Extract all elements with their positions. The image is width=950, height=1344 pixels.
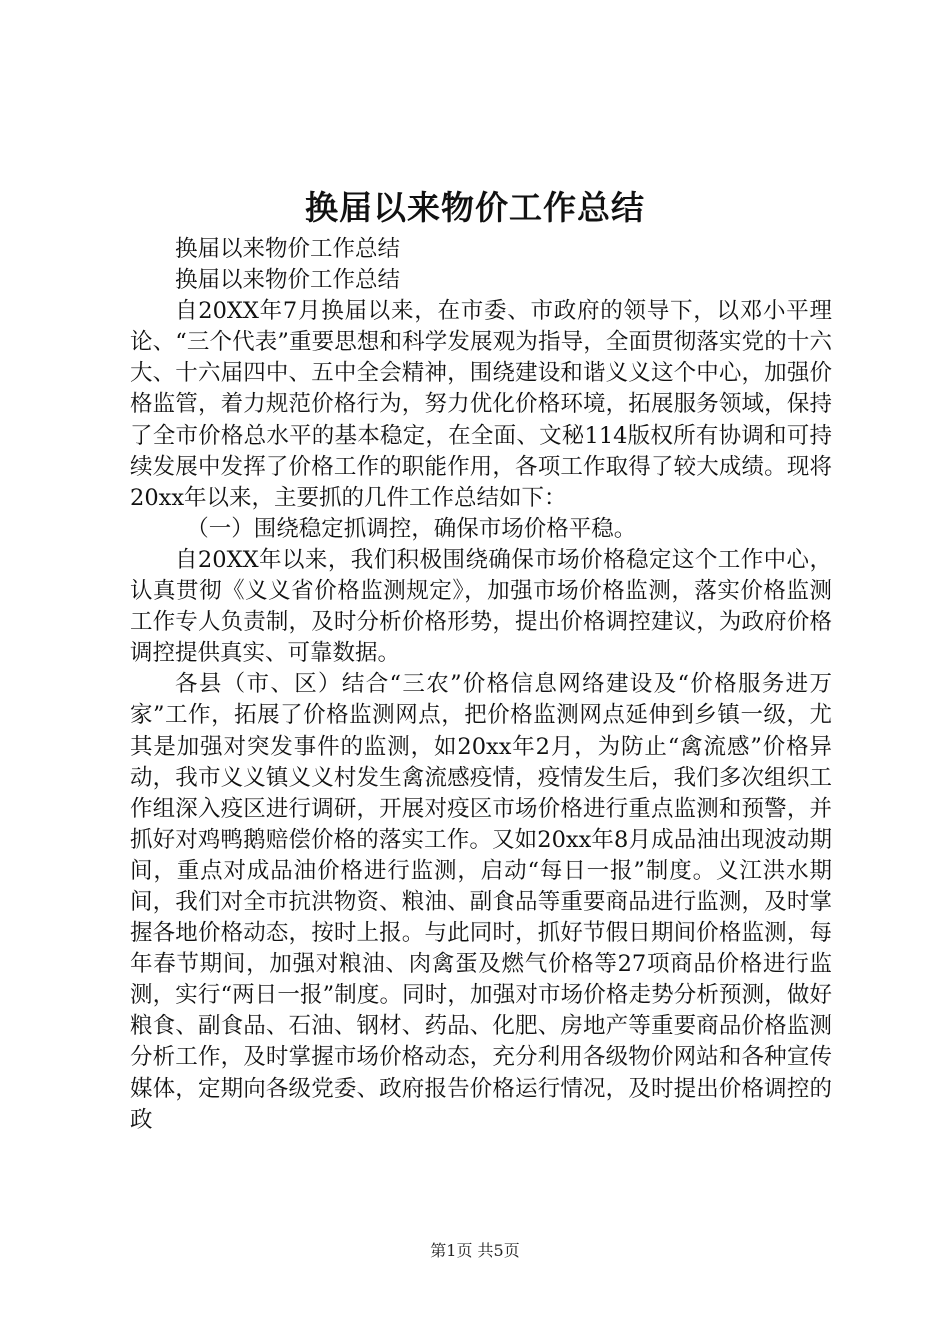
body-paragraph: 自20XX年7月换届以来，在市委、市政府的领导下，以邓小平理论、“三个代表”重要思想和科学发展观为指导，全面贯彻落实党的十六大、十六届四中、五中全会精神，围绕建设和谐义义这个中心，加强价格监管，着力规范价格行为，努力优化价格环境，拓展服务领域，保持了全市价格总水平的基本稳定，在全面、文秘114版权所有协调和可持续发展中发挥了价格工作的职能作用，各项工作取得了较大成绩。现将20xx年以来，主要抓的几件工作总结如下：	[130, 298, 832, 511]
body-paragraph: 换届以来物价工作总结	[175, 267, 401, 294]
body-paragraph: 自20XX年以来，我们积极围绕确保市场价格稳定这个工作中心，认真贯彻《义义省价格监测规定》，加强市场价格监测，落实价格监测工作专人负责制，及时分析价格形势，提出价格调控建议，为政府价格调控提供真实、可靠数据。	[130, 546, 832, 667]
document-body	[130, 234, 832, 1136]
document-title: 换届以来物价工作总结	[305, 188, 645, 227]
body-paragraph: 换届以来物价工作总结	[175, 236, 401, 262]
body-paragraph: 各县（市、区）结合“三农”价格信息网络建设及“价格服务进万家”工作，拓展了价格监测网点，把价格监测网点延伸到乡镇一级，尤其是加强对突发事件的监测，如20xx年2月，为防止“禽流感”价格异动，我市义义镇义义村发生禽流感疫情，疫情发生后，我们多次组织工作组深入疫区进行调研，开展对疫区市场价格进行重点监测和预警，并抓好对鸡鸭鹅赔偿价格的落实工作。又如20xx年8月成品油出现波动期间，重点对成品油价格进行监测，启动“每日一报”制度。义江洪水期间，我们对全市抗洪物资、粮油、副食品等重要商品进行监测，及时掌握各地价格动态，按时上报。与此同时，抓好节假日期间价格监测，每年春节期间，加强对粮油、肉禽蛋及燃气价格等27项商品价格进行监测，实行“两日一报”制度。同时，加强对市场价格走势分析预测，做好粮食、副食品、石油、钢材、药品、化肥、房地产等重要商品价格监测分析工作，及时掌握市场价格动态，充分利用各级物价网站和各种宣传媒体，定期向各级党委、政府报告价格运行情况，及时提出价格调控的政	[130, 671, 832, 1133]
page-footer: 第1页 共5页	[430, 1241, 520, 1260]
section-heading: （一）围绕稳定抓调控，确保市场价格平稳。	[186, 515, 637, 542]
